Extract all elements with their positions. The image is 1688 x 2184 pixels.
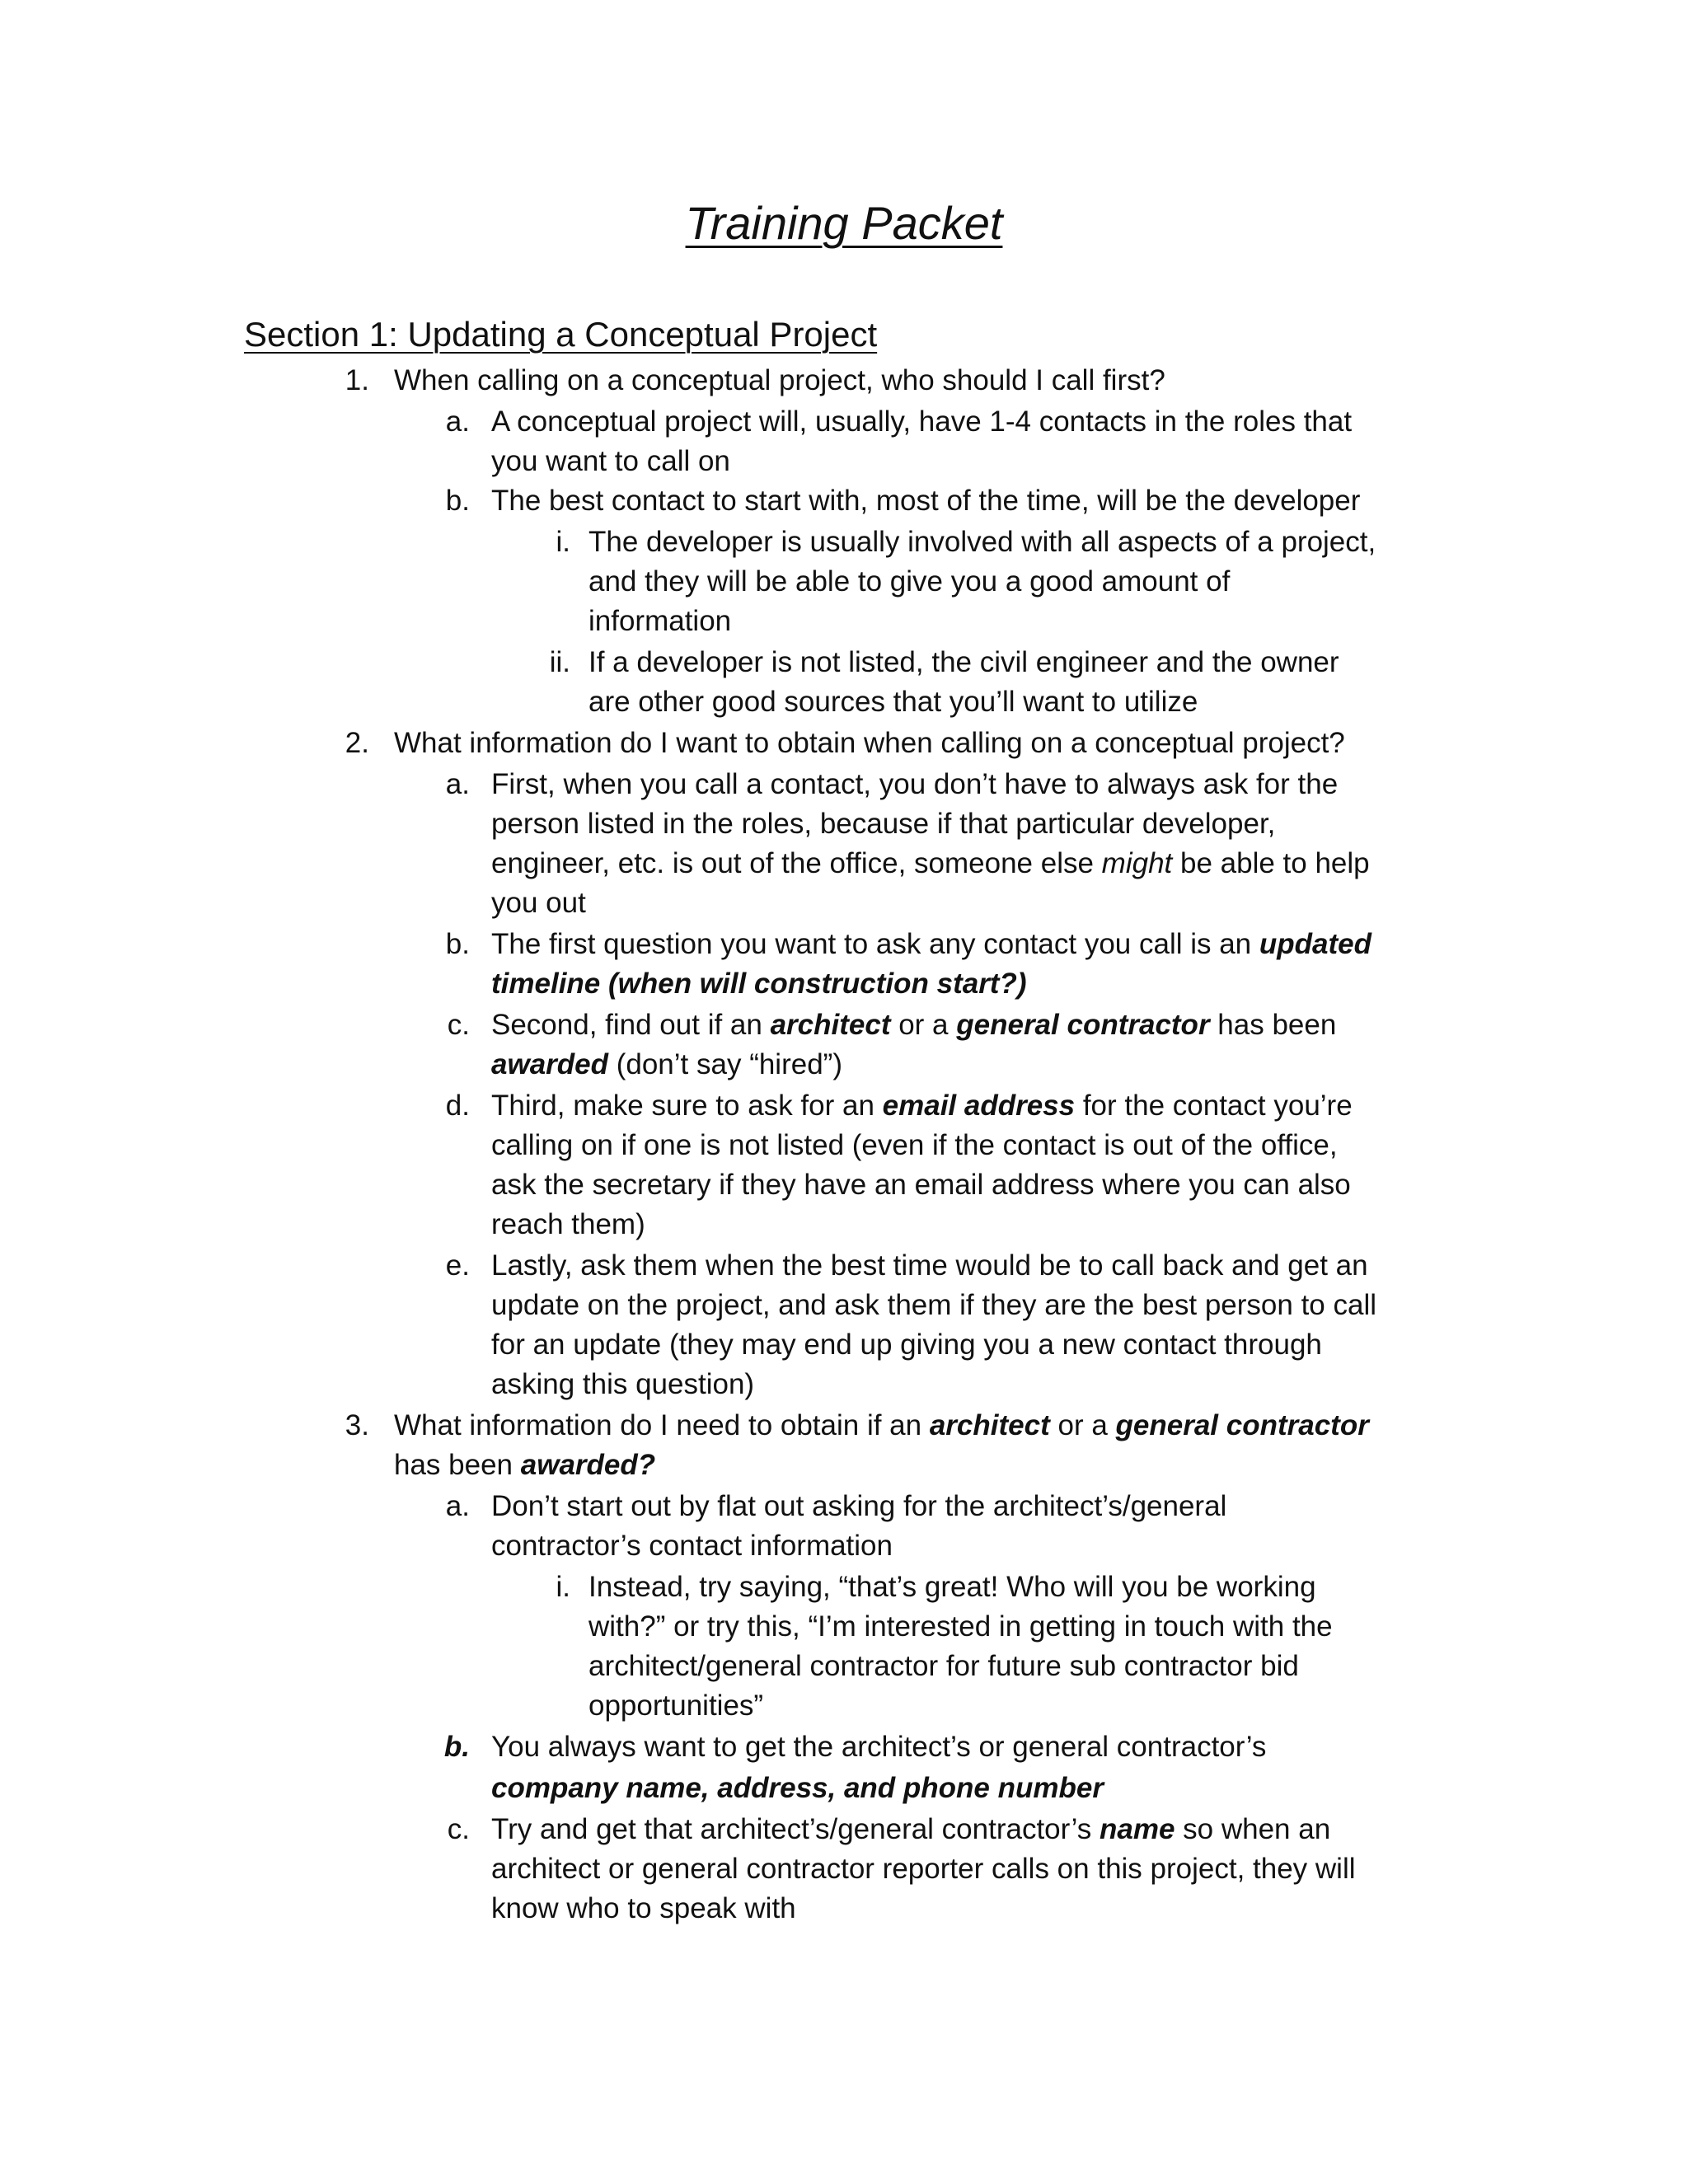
- emphasis: architect: [929, 1409, 1050, 1441]
- list-marker: c.: [447, 1009, 470, 1041]
- text-run: Second, find out if an: [491, 1009, 771, 1041]
- item-text: you want to call on: [491, 445, 730, 477]
- item-text: If a developer is not listed, the civil engineer and the owner: [588, 646, 1339, 678]
- item-text: know who to speak with: [491, 1892, 796, 1924]
- text-run: or a: [1049, 1409, 1116, 1441]
- list-marker: a.: [445, 768, 470, 800]
- list-marker: a.: [445, 1490, 470, 1522]
- emphasis: name: [1099, 1813, 1175, 1845]
- list-marker: 3.: [345, 1409, 369, 1441]
- item-text: A conceptual project will, usually, have 1-4 contacts in the roles that: [491, 405, 1353, 438]
- emphasis: awarded?: [520, 1449, 656, 1481]
- item-text: Lastly, ask them when the best time would be to call back and get an: [491, 1249, 1368, 1282]
- emphasis: architect: [770, 1009, 891, 1041]
- text-run: for the contact you’re: [1075, 1090, 1353, 1122]
- item-text: reach them): [491, 1208, 645, 1240]
- item-text: calling on if one is not listed (even if the contact is out of the office,: [491, 1129, 1338, 1161]
- item-text: [491, 844, 1370, 883]
- item-text: [491, 1045, 842, 1085]
- text-run: so when an: [1175, 1813, 1331, 1845]
- text-run: Third, make sure to ask for an: [491, 1090, 883, 1122]
- item-text: are other good sources that you’ll want to utilize: [588, 686, 1198, 718]
- item-text: architect/general contractor for future sub contractor bid: [588, 1650, 1299, 1682]
- item-text: person listed in the roles, because if that particular developer,: [491, 808, 1276, 840]
- list-marker: d.: [445, 1090, 470, 1122]
- list-marker: c.: [447, 1813, 470, 1845]
- list-marker: b.: [445, 485, 470, 517]
- list-marker: a.: [445, 405, 470, 438]
- emphasis: timeline (when will construction start?): [491, 968, 1027, 1000]
- emphasis: email address: [882, 1090, 1076, 1122]
- text-run: has been: [394, 1449, 521, 1481]
- list-marker: b.: [443, 1731, 470, 1763]
- document-title: Training Packet: [685, 197, 1003, 249]
- list-marker: e.: [445, 1249, 470, 1282]
- item-text: architect or general contractor reporter calls on this project, they will: [491, 1853, 1356, 1885]
- item-text: The best contact to start with, most of the time, will be the developer: [491, 485, 1361, 517]
- text-run: Try and get that architect’s/general contractor’s: [491, 1813, 1100, 1845]
- text-run: or a: [890, 1009, 957, 1041]
- item-text: information: [588, 605, 732, 637]
- text-run: (don’t say “hired”): [608, 1048, 842, 1080]
- question-text: When calling on a conceptual project, who should I call first?: [394, 364, 1165, 396]
- text-run: What information do I need to obtain if an: [394, 1409, 930, 1441]
- item-text: [491, 925, 1372, 964]
- text-run: engineer, etc. is out of the office, someone else: [491, 847, 1102, 879]
- item-text: opportunities”: [588, 1690, 764, 1722]
- item-text: and they will be able to give you a good amount of: [588, 565, 1231, 598]
- item-text: for an update (they may end up giving you a new contact through: [491, 1329, 1322, 1361]
- list-marker: i.: [556, 526, 570, 558]
- list-marker: 1.: [345, 364, 369, 396]
- question-text: [394, 1446, 655, 1485]
- list-marker: ii.: [549, 646, 570, 678]
- text-run: The first question you want to ask any contact you call is an: [491, 928, 1259, 960]
- item-text: [491, 1005, 1336, 1045]
- item-text: The developer is usually involved with all aspects of a project,: [588, 526, 1376, 558]
- question-text: What information do I want to obtain when calling on a conceptual project?: [394, 727, 1345, 759]
- emphasis: updated: [1259, 928, 1372, 960]
- list-marker: i.: [556, 1571, 570, 1603]
- text-run: has been: [1209, 1009, 1337, 1041]
- item-text: Don’t start out by flat out asking for the architect’s/general: [491, 1490, 1227, 1522]
- question-text: [394, 1406, 1369, 1446]
- list-marker: b.: [445, 928, 470, 960]
- item-text: asking this question): [491, 1368, 755, 1400]
- item-text: ask the secretary if they have an email address where you can also: [491, 1169, 1351, 1201]
- item-text: contractor’s contact information: [491, 1530, 893, 1562]
- emphasis: company name, address, and phone number: [491, 1772, 1104, 1804]
- section-heading: Section 1: Updating a Conceptual Project: [244, 315, 878, 354]
- emphasis: awarded: [491, 1048, 608, 1080]
- list-marker: 2.: [345, 727, 369, 759]
- item-text: [491, 1086, 1353, 1126]
- item-text: you out: [491, 887, 586, 919]
- item-text: Instead, try saying, “that’s great! Who will you be working: [588, 1571, 1316, 1603]
- text-run: be able to help: [1172, 847, 1370, 879]
- emphasis: might: [1101, 847, 1173, 879]
- item-text: with?” or try this, “I’m interested in getting in touch with the: [588, 1610, 1333, 1643]
- item-text: update on the project, and ask them if they are the best person to call: [491, 1289, 1376, 1321]
- item-text: First, when you call a contact, you don’t have to always ask for the: [491, 768, 1339, 800]
- emphasis: general contractor: [1115, 1409, 1369, 1441]
- emphasis: general contractor: [956, 1009, 1210, 1041]
- item-text: [491, 1810, 1330, 1849]
- item-text: You always want to get the architect’s or general contractor’s: [491, 1731, 1267, 1763]
